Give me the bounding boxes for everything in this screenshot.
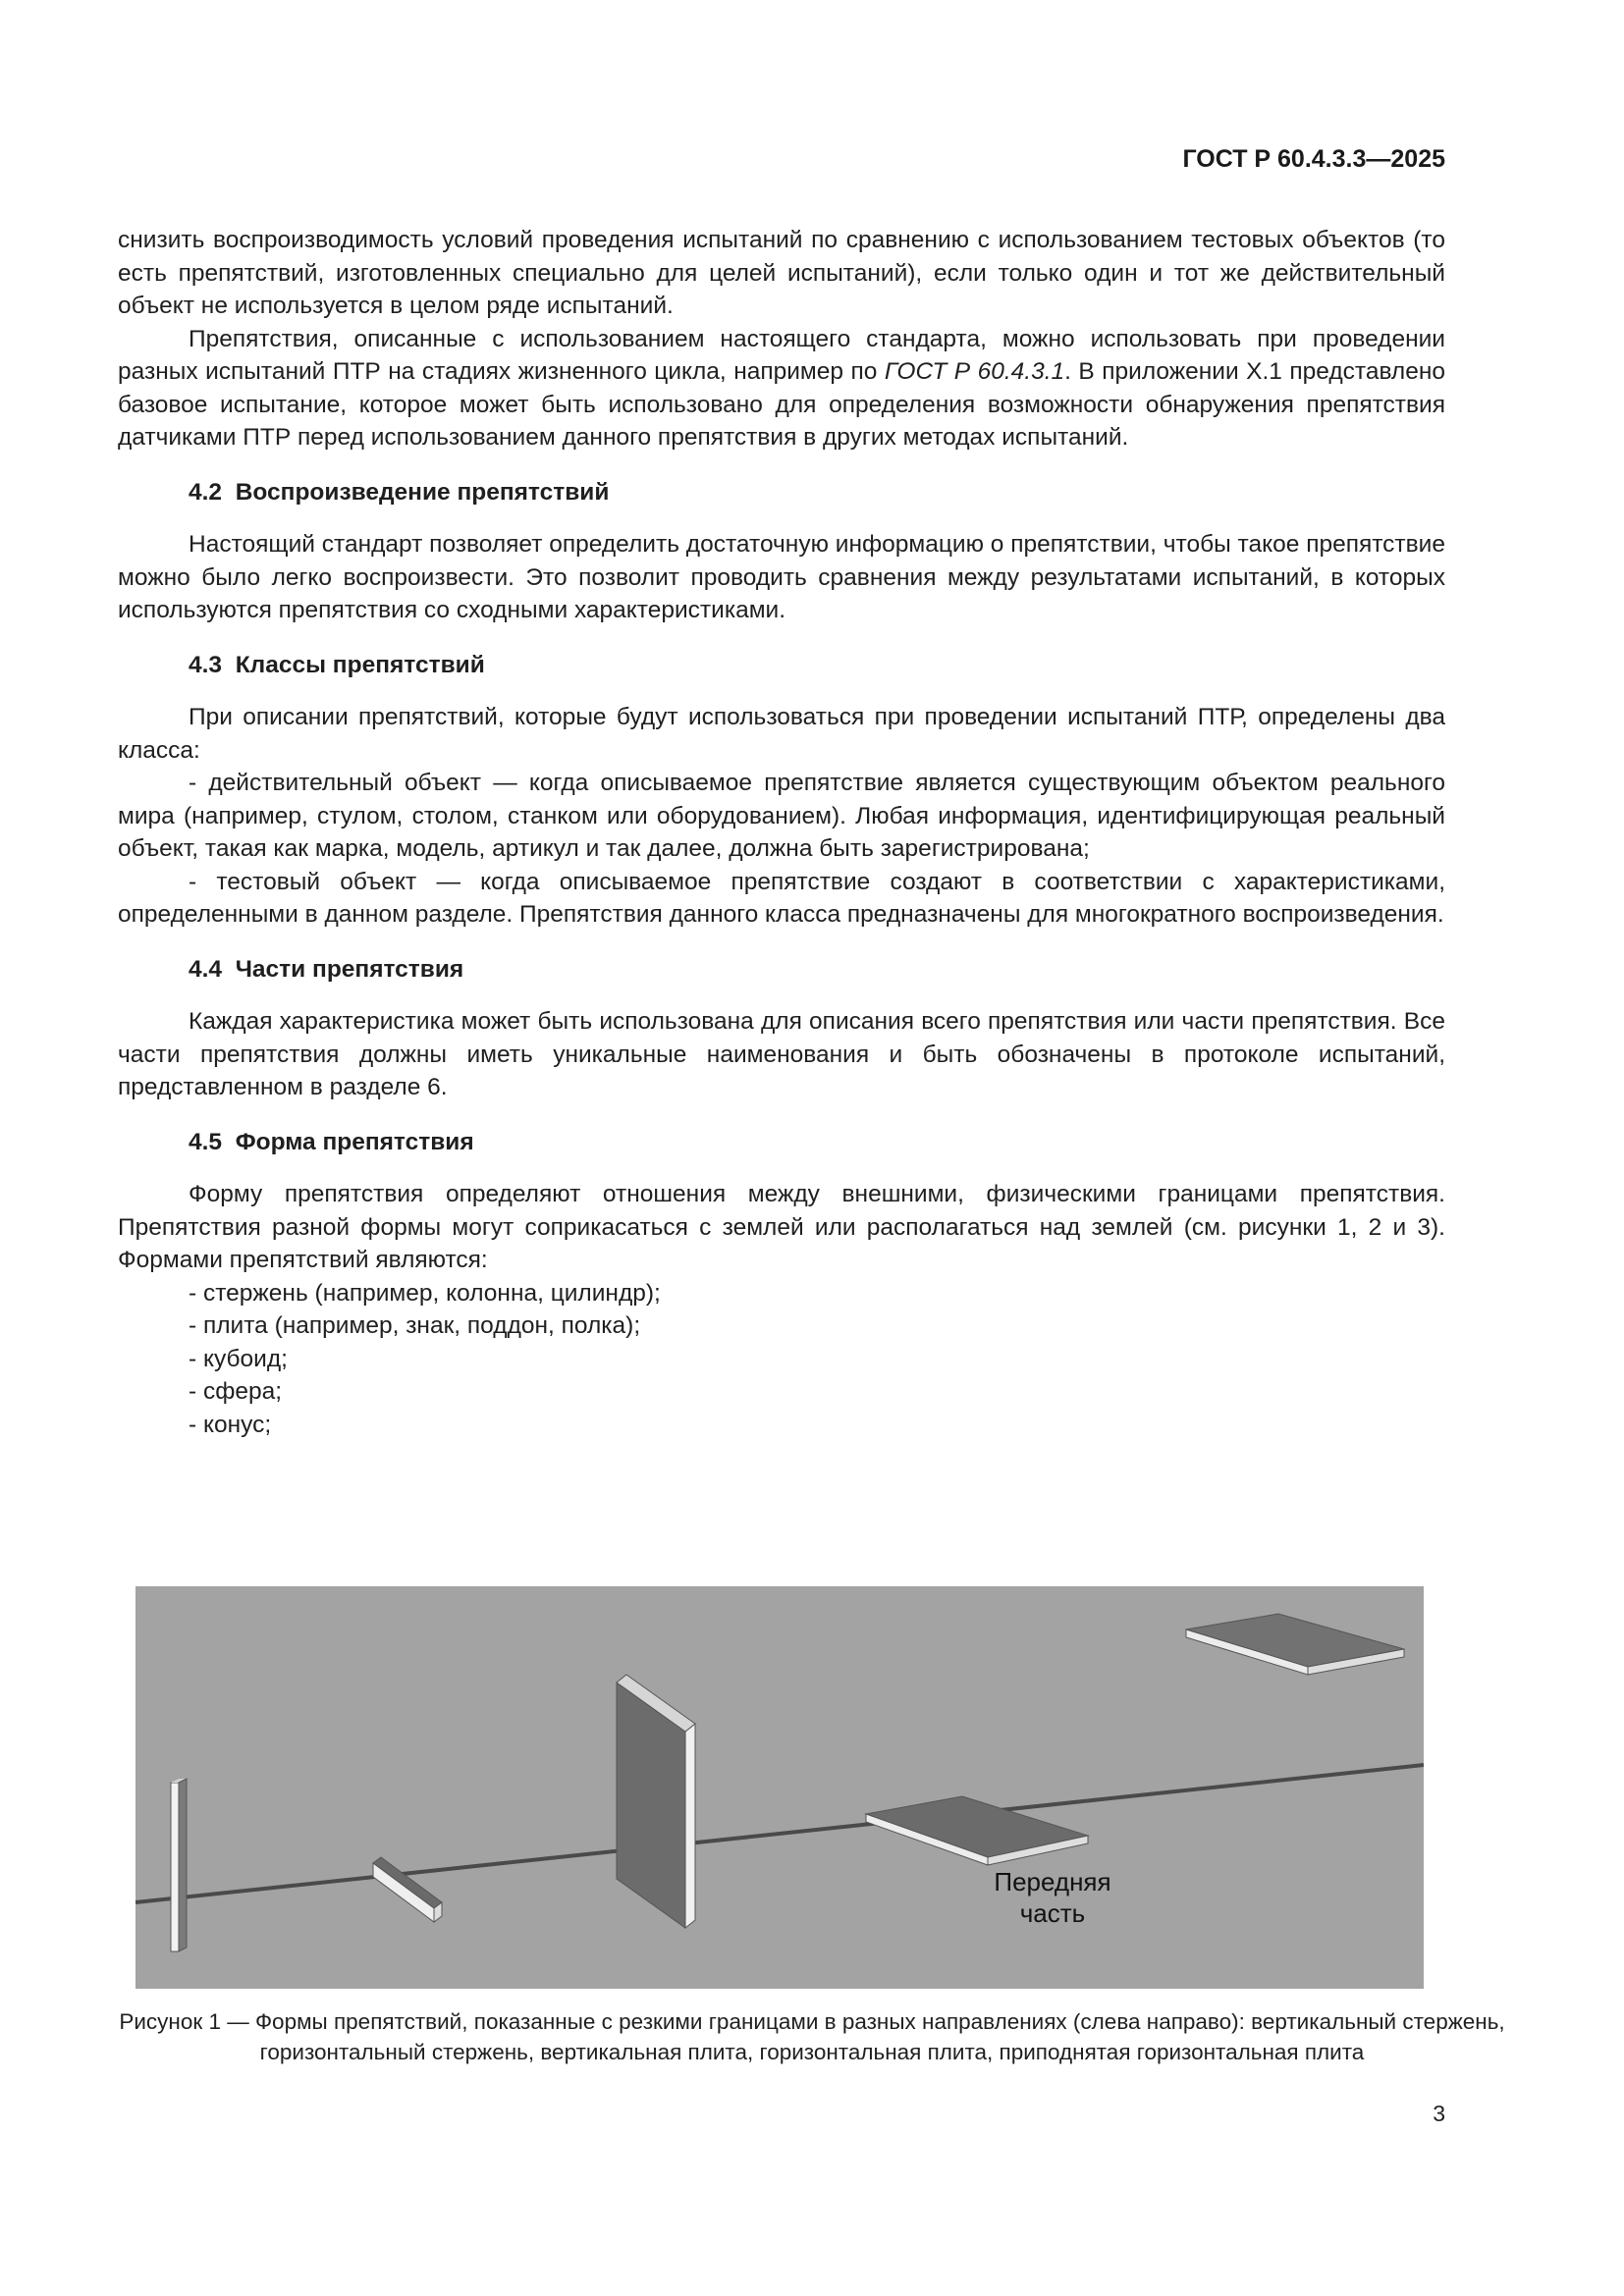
front-part-label-line2: часть	[1019, 1898, 1086, 1928]
list-item: - тестовый объект — когда описываемое препятствие создают в соответствии с характеристиками, определенными в данном разделе. Препятствия данного класса предназначены для многократного воспроизведения.	[118, 868, 1445, 928]
section-4-5-text: Форму препятствия определяют отношения между внешними, физическими границами препятствия. Препятствия разной формы могут соприкасаться с землей или располагаться над землей (см. рисунки 1, 2 и 3). Формами препятствий являются:	[118, 1181, 1445, 1273]
horizontal-plate-shape	[866, 1796, 1088, 1865]
list-item: - сфера;	[189, 1378, 283, 1405]
page-number: 3	[1433, 2101, 1445, 2126]
list-item: - стержень (например, колонна, цилиндр);	[189, 1279, 661, 1307]
horizontal-rod-shape	[373, 1857, 442, 1922]
document-header: ГОСТ Р 60.4.3.3—2025	[1182, 145, 1445, 173]
figure-caption: Рисунок 1 — Формы препятствий, показанные с резкими границами в разных направлениях (слева направо): вертикальный стержень, горизонтальный стержень, вертикальная плита, горизонтальная плита, приподнятая горизонтальная плита	[119, 2009, 1505, 2064]
section-heading-4-4: 4.4 Части препятствия	[189, 955, 464, 983]
body-text	[118, 224, 1445, 1441]
standard-reference: ГОСТ Р 60.4.3.1	[884, 358, 1065, 385]
obstacle-class-list	[118, 767, 1445, 932]
section-heading-4-5: 4.5 Форма препятствия	[189, 1128, 474, 1155]
list-item: - плита (например, знак, поддон, полка);	[189, 1312, 641, 1339]
section-4-2-text: Настоящий стандарт позволяет определить достаточную информацию о препятствии, чтобы такое препятствие можно было легко воспроизвести. Это позволит проводить сравнения между результатами испытаний, в которых используются препятствия со сходными характеристиками.	[118, 531, 1445, 623]
figure-illustration	[135, 1586, 1424, 1989]
vertical-rod-shape	[171, 1779, 187, 1951]
front-part-label-line1: Передняя	[994, 1867, 1111, 1896]
paragraph-continuation: снизить воспроизводимость условий проведения испытаний по сравнению с использованием тестовых объектов (то есть препятствий, изготовленных специально для целей испытаний), если только один и тот же действительный объект не используется в целом ряде испытаний.	[118, 227, 1445, 319]
raised-horizontal-plate-shape	[1186, 1614, 1404, 1675]
section-heading-4-3: 4.3 Классы препятствий	[189, 651, 485, 678]
section-heading-4-2: 4.2 Воспроизведение препятствий	[189, 478, 610, 506]
list-item: - конус;	[189, 1411, 272, 1438]
figure-1-obstacle-shapes	[135, 1586, 1424, 1989]
section-4-4-text: Каждая характеристика может быть использована для описания всего препятствия или части препятствия. Все части препятствия должны иметь уникальные наименования и быть обозначены в протоколе испытаний, представленном в разделе 6.	[118, 1008, 1445, 1100]
obstacle-shape-list	[118, 1277, 1445, 1442]
paragraph-obstacle-usage: Препятствия, описанные с использованием настоящего стандарта, можно использовать при проведении разных испытаний ПТР на стадиях жизненного цикла, например по ГОСТ Р 60.4.3.1. В приложении X.1 представлено базовое испытание, которое может быть использовано для определения возможности обнаружения препятствия датчиками ПТР перед использованием данного препятствия в других методах испытаний.	[118, 325, 1446, 451]
section-4-3-text: При описании препятствий, которые будут использоваться при проведении испытаний ПТР, определены два класса:	[118, 704, 1445, 764]
list-item: - кубоид;	[189, 1345, 288, 1372]
list-item: - действительный объект — когда описываемое препятствие является существующим объектом реального мира (например, стулом, столом, станком или оборудованием). Любая информация, идентифицирующая реальный объект, такая как марка, модель, артикул и так далее, должна быть зарегистрирована;	[118, 770, 1445, 862]
vertical-plate-shape	[617, 1675, 695, 1928]
ground-line	[135, 1765, 1424, 1902]
